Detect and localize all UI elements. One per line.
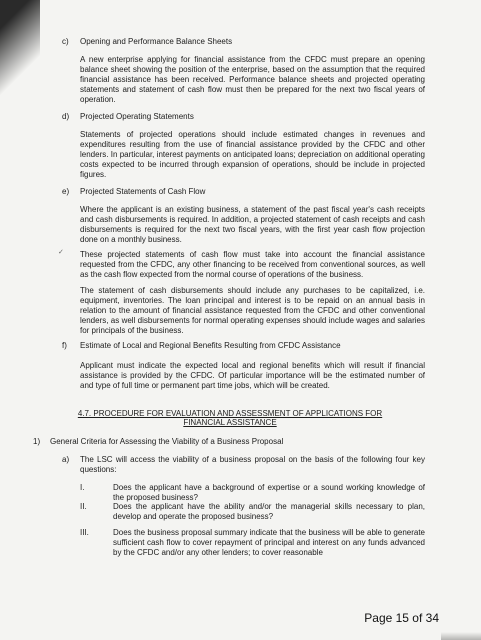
procedure-heading-line-1: 4.7. PROCEDURE FOR EVALUATION AND ASSESSMENT OF APPLICATIONS FOR [77, 409, 383, 418]
criteria-title: General Criteria for Assessing the Viability of a Business Proposal [50, 437, 284, 446]
section-e-title: Projected Statements of Cash Flow [80, 187, 206, 196]
section-c-body: A new enterprise applying for financial assistance from the CFDC must prepare an opening balance sheet showing the position of the enterprise, based on the assumption that the required financial assistance has been received. Performance balance sheets and projected operating statements and statement of cash flow must then be prepared for the next two fiscal years of operation. [80, 55, 425, 104]
page-number: Page 15 of 34 [364, 611, 439, 625]
procedure-heading-line-2: FINANCIAL ASSISTANCE [183, 418, 277, 427]
criteria-item-2-text: Does the applicant have the ability and/or the managerial skills necessary to plan, develop and operate the proposed business? [113, 502, 425, 521]
criteria-marker: 1) [33, 437, 41, 446]
criteria-item-1-text: Does the applicant have a background of expertise or a sound working knowledge of the proposed business? [113, 483, 425, 502]
section-e-body-2: These projected statements of cash flow must take into account the financial assistance requested from the CFDC, any other financing to be received from conventional sources, as well as the cash flow expected from the normal course of operations of the business. [80, 250, 425, 279]
section-f-title: Estimate of Local and Regional Benefits Resulting from CFDC Assistance [80, 341, 341, 350]
section-c-title: Opening and Performance Balance Sheets [80, 37, 233, 46]
section-f-marker: f) [62, 341, 67, 350]
section-d-marker: d) [62, 112, 70, 121]
section-d-title: Projected Operating Statements [80, 112, 194, 121]
criteria-item-3-marker: III. [80, 528, 89, 537]
criteria-item-3-text: Does the business proposal summary indicate that the business will be able to generate sufficient cash flow to cover repayment of principal and interest on any funds advanced by the CFDC and/or any other lenders; to cover reasonable [113, 528, 425, 557]
criteria-item-1-marker: I. [80, 483, 85, 492]
section-e-marker: e) [62, 187, 70, 196]
section-f-body: Applicant must indicate the expected local and regional benefits which will result if financial assistance is provided by the CFDC. Of particular importance will be the estimated number of and type of full time or permanent part time jobs, which will be created. [80, 361, 425, 390]
criteria-a-body: The LSC will access the viability of a business proposal on the basis of the following four key questions: [80, 455, 425, 474]
criteria-item-2-marker: II. [80, 502, 87, 511]
section-e-body-1: Where the applicant is an existing business, a statement of the past fiscal year's cash receipts and cash disbursements is required. In addition, a projected statement of cash receipts and cash disbursements is required for the next two fiscal years, with the first year cash flow projection done on a monthly business. [80, 205, 425, 244]
section-d-body: Statements of projected operations should include estimated changes in revenues and expenditures resulting from the use of financial assistance provided by the CFDC and other lenders. In particular, interest payments on anticipated loans; depreciation on additional operating costs expected to be incurred through expansion of operations, should be include in projected figures. [80, 130, 425, 179]
scan-shadow-corner [441, 632, 481, 640]
criteria-a-marker: a) [62, 455, 70, 464]
section-c-marker: c) [62, 37, 69, 46]
scan-artifact: ✓ [58, 249, 64, 256]
section-e-body-3: The statement of cash disbursements should include any purchases to be capitalized, i.e. equipment, inventories. The loan principal and interest is to be repaid on an annual basis in relation to the amount of financial assistance requested from the CFDC and other conventional lenders, as well disbursements for normal operating expenses should include wages and salaries for principals of the business. [80, 286, 425, 335]
scan-shadow [0, 0, 40, 120]
